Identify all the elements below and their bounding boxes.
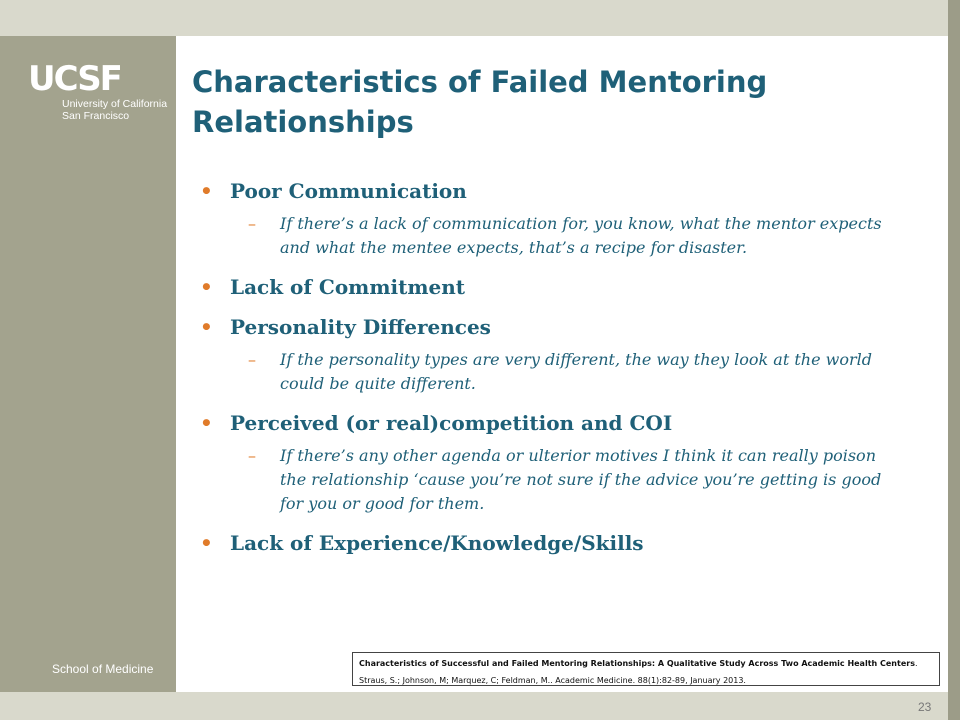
- sub-item: [200, 212, 900, 260]
- bullet-dot-icon: •: [200, 315, 213, 339]
- bullet-item: [200, 410, 920, 436]
- bottom-band: [0, 692, 948, 720]
- bullet-label: Poor Communication: [230, 179, 467, 203]
- sub-item: [200, 348, 900, 396]
- bullet-item: [200, 178, 920, 204]
- logo-line-1: University of California: [62, 98, 168, 110]
- citation-details: . Straus, S.; Johnson, M; Marquez, C; Feldman, M.. Academic Medicine. 88(1):82-89, January 2013.: [359, 659, 918, 685]
- sub-text: If there’s any other agenda or ulterior motives I think it can really poison the relationship ‘cause you’re not sure if the advice you’re getting is good for you or good for them.: [280, 446, 882, 513]
- bullet-label: Perceived (or real)competition and COI: [230, 411, 673, 435]
- slide-title: Characteristics of Failed Mentoring Relationships: [192, 65, 768, 139]
- bullet-item: [200, 274, 920, 300]
- logo-text: [62, 98, 167, 122]
- sub-text: If the personality types are very different, the way they look at the world could be quite different.: [280, 350, 872, 393]
- bullet-dot-icon: •: [200, 531, 213, 555]
- sub-item: [200, 444, 900, 516]
- bullet-label: Lack of Experience/Knowledge/Skills: [230, 531, 644, 555]
- top-band: [0, 0, 960, 36]
- logo-line-2: San Francisco: [62, 110, 130, 122]
- bullet-item: [200, 314, 920, 340]
- citation-title: Characteristics of Successful and Failed Mentoring Relationships: A Qualitative Study Across Two Academic Health Centers: [359, 659, 915, 668]
- dash-icon: –: [248, 214, 256, 233]
- right-strip: [948, 0, 960, 720]
- bullet-dot-icon: •: [200, 411, 213, 435]
- bullet-label: Lack of Commitment: [230, 275, 466, 299]
- school-label: School of Medicine: [52, 662, 154, 676]
- bullet-dot-icon: •: [200, 179, 213, 203]
- ucsf-logo: [28, 59, 168, 122]
- sub-text: If there’s a lack of communication for, you know, what the mentor expects and what the mentee expects, that’s a recipe for disaster.: [280, 214, 882, 257]
- bullet-item: [200, 530, 920, 556]
- logo-mark: UCSF: [28, 59, 121, 99]
- dash-icon: –: [248, 350, 256, 369]
- bullet-label: Personality Differences: [230, 315, 491, 339]
- page-number: 23: [918, 700, 932, 714]
- dash-icon: –: [248, 446, 256, 465]
- bullet-list: [200, 178, 920, 570]
- bullet-dot-icon: •: [200, 275, 213, 299]
- citation-box: [352, 652, 940, 686]
